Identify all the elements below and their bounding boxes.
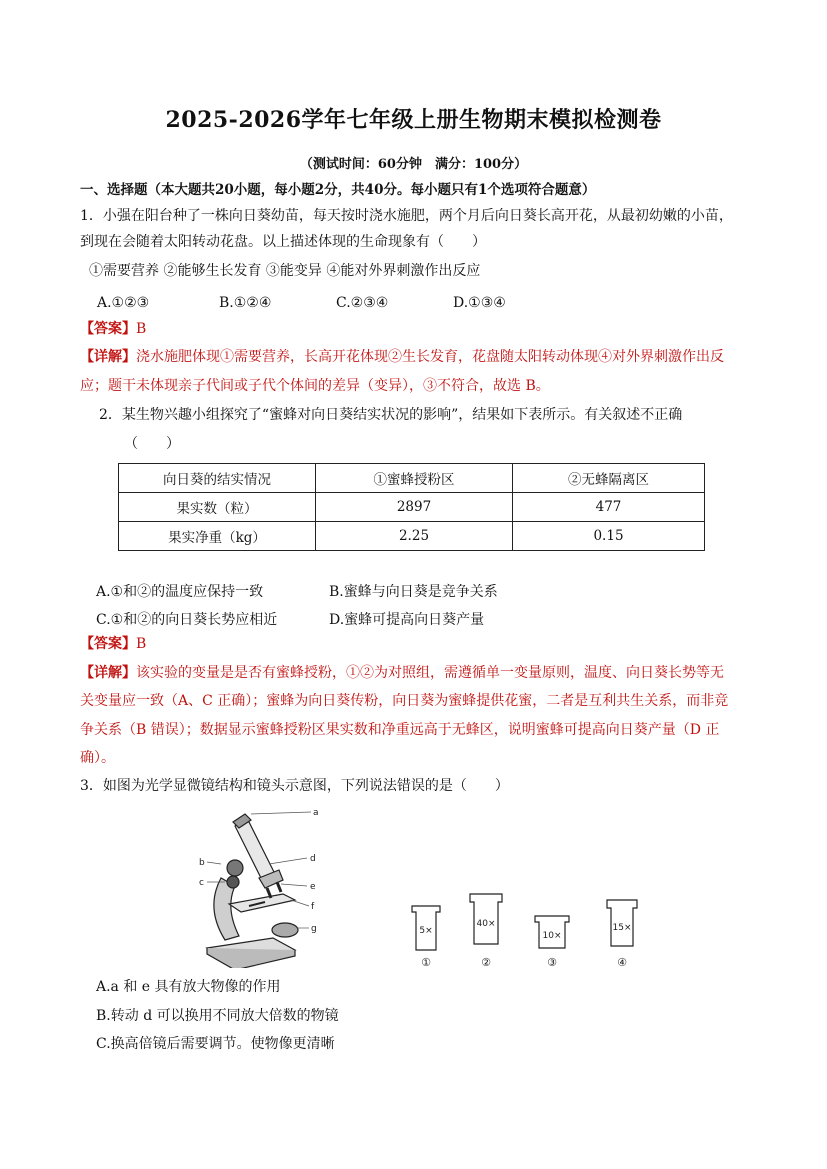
label-f: f — [311, 902, 315, 912]
table-header-cell: ①蜜蜂授粉区 — [316, 464, 513, 493]
table-cell: 果实数（粒） — [119, 493, 316, 522]
mirror — [272, 923, 298, 937]
q2-answer — [80, 631, 146, 658]
q1-option-b[interactable]: B.①②④ — [219, 295, 272, 311]
lens-3-mag: 10× — [542, 931, 562, 941]
label-c: c — [199, 878, 204, 888]
lens-4-mag: 15× — [612, 923, 632, 933]
q2-option-a[interactable]: A.①和②的温度应保持一致 — [96, 584, 264, 600]
label-g: g — [311, 924, 317, 934]
fine-focus-knob — [227, 876, 239, 888]
exam-subtitle: （测试时间：60分钟 满分：100分） — [299, 157, 528, 172]
lens-4-num: ④ — [617, 956, 627, 969]
lens-2-num: ② — [481, 956, 491, 969]
coarse-focus-knob — [227, 860, 243, 876]
table-row — [119, 522, 705, 551]
q2-data-table — [118, 463, 705, 551]
q3-option-b[interactable]: B.转动 d 可以换用不同放大倍数的物镜 — [96, 1008, 339, 1024]
detail-text: 该实验的变量是是否有蜜蜂授粉，①②为对照组，需遵循单一变量原则，温度、向日葵长势等无 — [136, 665, 724, 681]
q2-detail-line3: 争关系（B 错误）；数据显示蜜蜂授粉区果实数和净重远高于无蜂区，说明蜜蜂可提高向日葵产量（D 正 — [80, 722, 720, 738]
table-header-cell: 向日葵的结实情况 — [119, 464, 316, 493]
table-cell: 0.15 — [513, 522, 705, 551]
section-heading: 一、选择题（本大题共20小题，每小题2分，共40分。每小题只有1个选项符合题意） — [80, 182, 596, 198]
answer-value: B — [136, 321, 147, 337]
q1-stem-line2: 到现在会随着太阳转动花盘。以上描述体现的生命现象有（ ） — [80, 234, 486, 250]
q2-detail-line4: 确）。 — [80, 750, 115, 766]
detail-label: 【详解】 — [80, 665, 136, 681]
q1-items: ①需要营养 ②能够生长发育 ③能变异 ④能对外界刺激作出反应 — [89, 263, 481, 279]
label-a: a — [313, 808, 319, 818]
table-cell: 果实净重（kg） — [119, 522, 316, 551]
label-e: e — [310, 882, 316, 892]
lens-1-num: ① — [421, 956, 431, 969]
label-d: d — [310, 854, 316, 864]
table-cell: 2897 — [316, 493, 513, 522]
q2-detail-line1 — [80, 660, 724, 687]
q3-option-c[interactable]: C.换高倍镜后需要调节。使物像更清晰 — [96, 1036, 335, 1052]
table-header-row — [119, 464, 705, 493]
lens-diagram — [405, 888, 655, 970]
q1-option-a[interactable]: A.①②③ — [97, 295, 150, 311]
q2-stem-line2: （ ） — [124, 436, 180, 452]
q1-answer — [80, 316, 146, 343]
detail-label: 【详解】 — [80, 349, 136, 365]
q2-stem-line1: 2．某生物兴趣小组探究了“蜜蜂对向日葵结实状况的影响”，结果如下表所示。有关叙述不正确 — [99, 407, 683, 423]
q2-detail-line2: 关变量应一致（A、C 正确）；蜜蜂为向日葵传粉，向日葵为蜜蜂提供花蜜，二者是互利共生关系，而非竞 — [80, 693, 729, 709]
q2-option-b[interactable]: B.蜜蜂与向日葵是竞争关系 — [329, 584, 498, 600]
detail-text: 浇水施肥体现①需要营养，长高开花体现②生长发育，花盘随太阳转动体现④对外界刺激作出反 — [136, 349, 724, 365]
label-b: b — [199, 858, 205, 868]
lens-2-mag: 40× — [476, 919, 496, 929]
table-cell: 477 — [513, 493, 705, 522]
q1-detail-line2: 应；题干未体现亲子代间或子代个体间的差异（变异），③不符合，故选 B。 — [80, 378, 550, 394]
q1-option-d[interactable]: D.①③④ — [453, 295, 506, 311]
q1-option-c[interactable]: C.②③④ — [336, 295, 389, 311]
exam-title: 2025-2026学年七年级上册生物期末模拟检测卷 — [165, 107, 662, 133]
lens-3-num: ③ — [547, 956, 557, 969]
answer-label: 【答案】 — [80, 321, 136, 337]
q2-option-d[interactable]: D.蜜蜂可提高向日葵产量 — [329, 612, 485, 628]
answer-label: 【答案】 — [80, 636, 136, 652]
q1-stem-line1: 1．小强在阳台种了一株向日葵幼苗，每天按时浇水施肥，两个月后向日葵长高开花，从最初幼嫩的小苗， — [80, 208, 733, 224]
microscope-diagram — [195, 808, 335, 968]
q2-option-c[interactable]: C.①和②的向日葵长势应相近 — [96, 612, 278, 628]
q3-option-a[interactable]: A.a 和 e 具有放大物像的作用 — [96, 979, 281, 995]
q3-stem-line1: 3．如图为光学显微镜结构和镜头示意图，下列说法错误的是（ ） — [80, 778, 509, 794]
table-header-cell: ②无蜂隔离区 — [513, 464, 705, 493]
table-cell: 2.25 — [316, 522, 513, 551]
table-row — [119, 493, 705, 522]
answer-value: B — [136, 636, 147, 652]
q1-detail-line1 — [80, 344, 724, 371]
lens-1-mag: 5× — [419, 926, 433, 936]
